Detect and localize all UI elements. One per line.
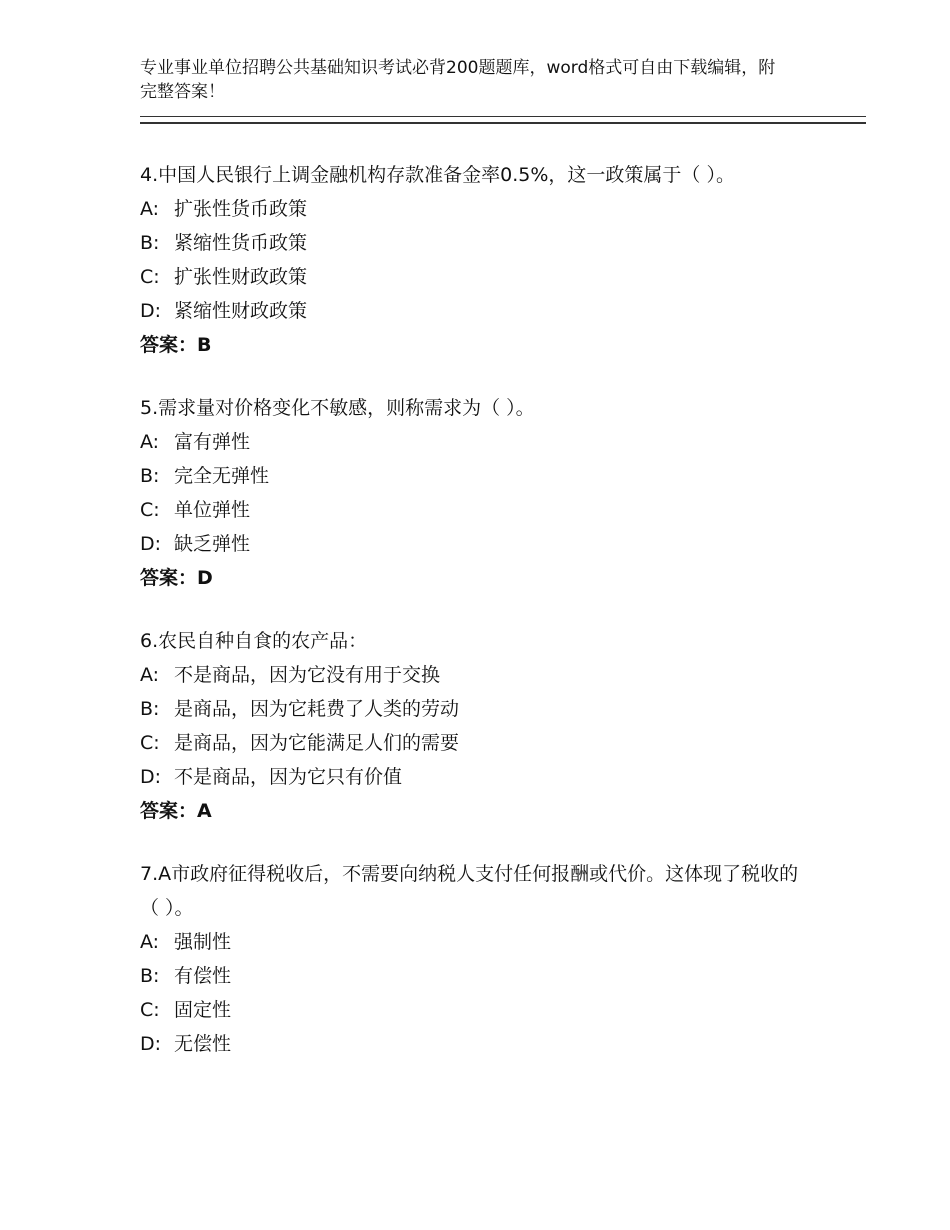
- option-text: 紧缩性货币政策: [174, 232, 308, 254]
- option-b: [140, 459, 866, 493]
- document-page: [140, 56, 866, 1090]
- option-letter: D:: [140, 1033, 162, 1055]
- option-text: 扩张性货币政策: [174, 198, 308, 220]
- option-text: 紧缩性财政政策: [174, 300, 308, 322]
- option-letter: C:: [140, 266, 160, 288]
- option-letter: C:: [140, 732, 160, 754]
- answer-line: 答案：D: [140, 567, 213, 589]
- option-letter: B:: [140, 698, 160, 720]
- option-text: 完全无弹性: [174, 465, 270, 487]
- option-letter: B:: [140, 465, 160, 487]
- option-c: [140, 493, 866, 527]
- option-text: 不是商品，因为它没有用于交换: [174, 664, 441, 686]
- option-c: [140, 260, 866, 294]
- option-letter: B:: [140, 965, 160, 987]
- option-text: 单位弹性: [174, 499, 251, 521]
- option-c: [140, 993, 866, 1027]
- option-text: 富有弹性: [174, 431, 251, 453]
- option-a: [140, 425, 866, 459]
- question-stem: 7.A市政府征得税收后，不需要向纳税人支付任何报酬或代价。这体现了税收的（ ）。: [140, 863, 799, 919]
- option-letter: A:: [140, 931, 160, 953]
- answer-line: 答案：B: [140, 334, 212, 356]
- option-text: 是商品，因为它耗费了人类的劳动: [174, 698, 460, 720]
- option-text: 有偿性: [174, 965, 232, 987]
- option-letter: B:: [140, 232, 160, 254]
- option-a: [140, 658, 866, 692]
- option-letter: C:: [140, 999, 160, 1021]
- option-d: [140, 760, 866, 794]
- option-text: 扩张性财政政策: [174, 266, 308, 288]
- option-letter: D:: [140, 766, 162, 788]
- document-header: 专业事业单位招聘公共基础知识考试必背200题题库，word格式可自由下载编辑，附完整答案！: [140, 58, 776, 102]
- option-letter: D:: [140, 533, 162, 555]
- option-b: [140, 959, 866, 993]
- header-divider: [140, 116, 866, 124]
- option-text: 无偿性: [174, 1033, 232, 1055]
- option-b: [140, 226, 866, 260]
- option-letter: A:: [140, 664, 160, 686]
- option-d: [140, 294, 866, 328]
- option-text: 强制性: [174, 931, 232, 953]
- question-5: [140, 391, 866, 595]
- option-d: [140, 527, 866, 561]
- question-6: [140, 624, 866, 828]
- option-letter: D:: [140, 300, 162, 322]
- option-text: 缺乏弹性: [174, 533, 251, 555]
- option-text: 是商品，因为它能满足人们的需要: [174, 732, 460, 754]
- option-letter: A:: [140, 198, 160, 220]
- option-c: [140, 726, 866, 760]
- question-stem: 6.农民自种自食的农产品：: [140, 630, 368, 652]
- option-a: [140, 192, 866, 226]
- option-text: 不是商品，因为它只有价值: [174, 766, 403, 788]
- question-stem: 5.需求量对价格变化不敏感，则称需求为（ ）。: [140, 397, 535, 419]
- option-text: 固定性: [174, 999, 232, 1021]
- option-d: [140, 1027, 866, 1061]
- option-letter: A:: [140, 431, 160, 453]
- option-letter: C:: [140, 499, 160, 521]
- question-list: [140, 158, 866, 1061]
- answer-line: 答案：A: [140, 800, 212, 822]
- question-stem: 4.中国人民银行上调金融机构存款准备金率0.5%，这一政策属于（ ）。: [140, 164, 735, 186]
- option-a: [140, 925, 866, 959]
- question-7: [140, 857, 866, 1061]
- option-b: [140, 692, 866, 726]
- question-4: [140, 158, 866, 362]
